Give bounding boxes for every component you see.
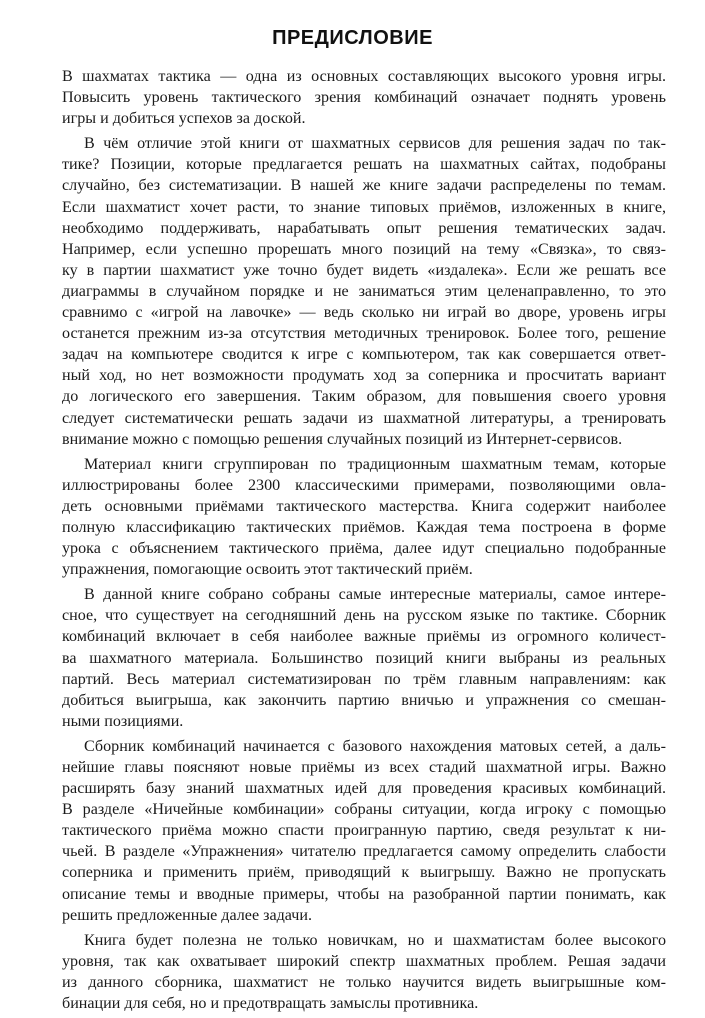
text-line: комбинаций включает в себя наиболее важные приёмы из огромного количест-	[62, 628, 666, 646]
text-line: чьей. В разделе «Упражнения» читателю предлагается самому определить слабости	[62, 843, 666, 861]
paragraph-3	[62, 454, 666, 581]
text-line: тактического приёма можно спасти проигранную партию, сведя результат к ни-	[62, 822, 666, 840]
text-line: диаграммы в случайном порядке и не заниматься этим целенаправленно, то это	[62, 282, 666, 300]
text-line: необходимо поддерживать, нарабатывать опыт решения тематических задач.	[62, 219, 666, 237]
text-line: решить предложенные далее задачи.	[62, 906, 313, 924]
paragraph-1	[62, 66, 666, 129]
text-line: ва шахматного материала. Большинство позиций книги выбраны из реальных	[62, 649, 666, 667]
text-line: сное, что существует на сегодняшний день на русском языке по тактике. Сборник	[62, 607, 666, 625]
text-line: Материал книги сгруппирован по традиционным шахматным темам, которые	[84, 455, 666, 473]
text-line: ный ход, но нет возможности продумать ход за соперника и просчитать вариант	[62, 367, 666, 385]
text-line: нейшие главы поясняют новые приёмы из всех стадий шахматной игры. Важно	[62, 759, 666, 776]
paragraph-4	[62, 584, 666, 732]
page-title: ПРЕДИСЛОВИЕ	[272, 27, 433, 49]
text-line: добиться выигрыша, как закончить партию вничью и упражнения со смешан-	[62, 691, 666, 709]
paragraph-2	[62, 133, 666, 449]
text-line: уровня, так как охватывает широкий спектр шахматных проблем. Решая задачи	[62, 952, 666, 970]
text-line: ными позициями.	[62, 712, 184, 730]
text-line: следует систематически решать задачи из шахматной литературы, а тренировать	[62, 409, 666, 427]
text-line: расширять базу знаний шахматных идей для проведения красивых комбинаций.	[62, 780, 666, 798]
text-line: Если шахматист хочет расти, то знание типовых приёмов, изложенных в книге,	[62, 198, 666, 216]
text-line: В данной книге собрано собраны самые интересные материалы, самое интере-	[84, 586, 666, 604]
text-line: задач на компьютере сводится к игре с компьютером, так как совершается ответ-	[62, 346, 666, 364]
text-line: описание темы и вводные примеры, чтобы на разобранной партии понимать, как	[62, 885, 666, 903]
text-line: Например, если успешно прорешать много позиций на тему «Связка», то связ-	[62, 240, 666, 258]
text-line: бинации для себя, но и предотвращать замыслы противника.	[62, 995, 479, 1013]
text-line: иллюстрированы более 2300 классическими примерами, позволяющими овла-	[62, 476, 666, 494]
text-line: Повысить уровень тактического зрения комбинаций означает поднять уровень	[62, 89, 666, 107]
text-line: внимание можно с помощью решения случайных позиций из Интернет-сервисов.	[62, 430, 623, 448]
text-line: В шахматах тактика — одна из основных составляющих высокого уровня игры.	[62, 68, 666, 85]
body-text	[62, 66, 666, 1018]
text-line: деть основными приёмами тактического мастерства. Книга содержит наиболее	[62, 497, 666, 515]
paragraph-6	[62, 930, 666, 1014]
text-line: партий. Весь материал систематизирован по трём главным направлениям: как	[62, 670, 666, 688]
text-line: случайно, без систематизации. В нашей же книге задачи распределены по темам.	[62, 177, 666, 195]
text-line: упражнения, помогающие освоить этот тактический приём.	[62, 561, 473, 579]
text-line: ку в партии шахматист уже точно будет видеть «издалека». Если же решать все	[62, 261, 666, 279]
text-line: полную классификацию тактических приёмов. Каждая тема построена в форме	[62, 518, 666, 536]
text-line: В чём отличие этой книги от шахматных сервисов для решения задач по так-	[84, 135, 666, 153]
text-line: из данного сборника, шахматист не только научится видеть выигрышные ком-	[62, 973, 666, 991]
text-line: Сборник комбинаций начинается с базового нахождения матовых сетей, а даль-	[84, 737, 666, 755]
text-line: урока с объяснением тактического приёма, далее идут специально подобранные	[62, 540, 666, 558]
paragraph-5	[62, 736, 666, 926]
text-line: останется прежним из-за отсутствия методичных тренировок. Более того, решение	[62, 325, 666, 343]
text-line: до логического его завершения. Таким образом, для повышения своего уровня	[62, 388, 666, 406]
text-line: сравнимо с «игрой на лавочке» — ведь сколько ни играй во дворе, уровень игры	[62, 304, 666, 322]
text-line: соперника и применить приём, приводящий к выигрышу. Важно не пропускать	[62, 864, 666, 882]
text-line: тике? Позиции, которые предлагается решать на шахматных сайтах, подобраны	[62, 156, 666, 174]
text-line: В разделе «Ничейные комбинации» собраны ситуации, когда игроку с помощью	[62, 801, 666, 819]
text-line: Книга будет полезна не только новичкам, но и шахматистам более высокого	[84, 931, 666, 949]
text-line: игры и добиться успехов за доской.	[62, 110, 306, 128]
